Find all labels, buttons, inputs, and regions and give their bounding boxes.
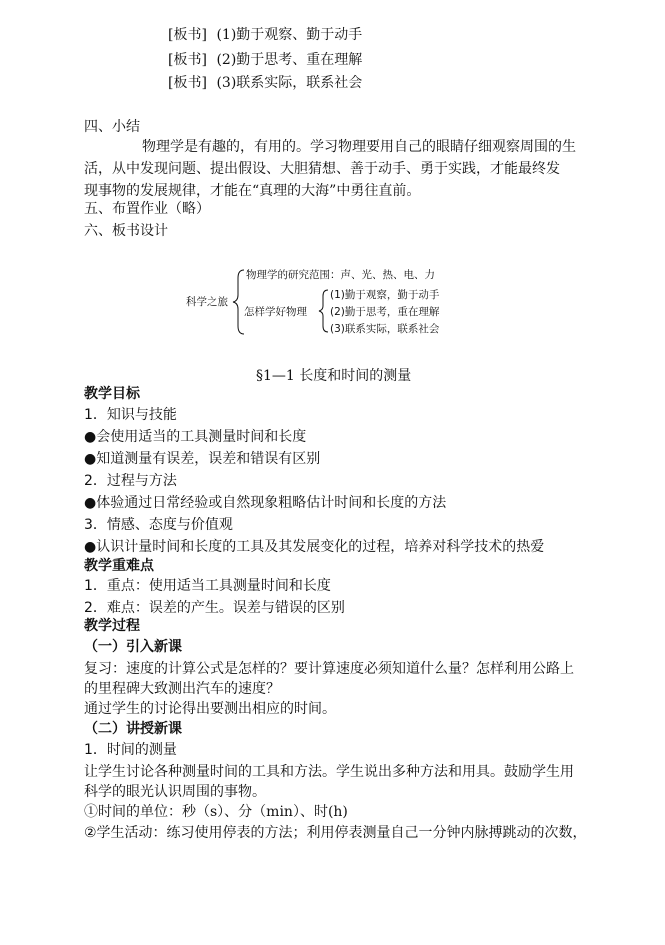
paragraph-line: ②学生活动：练习使用停表的方法；利用停表测量自己一分钟内脉搏跳动的次数，	[84, 825, 587, 841]
diagram-branch: 怎样学好物理	[244, 306, 307, 318]
paragraph-line: 现事物的发展规律，才能在“真理的大海”中勇往直前。	[84, 183, 421, 199]
goal-line: ●知道测量有误差，误差和错误有区别	[84, 451, 321, 467]
section-heading: 六、板书设计	[84, 223, 168, 239]
small-brace	[319, 290, 328, 332]
subsection-heading: （一）引入新课	[84, 639, 182, 655]
section-heading: 教学重难点	[84, 558, 154, 574]
diagram-leaf: (2)勤于思考，重在理解	[330, 306, 440, 318]
board-item	[168, 73, 362, 93]
diagram-root: 科学之旅	[186, 296, 228, 308]
lesson-title: §1—1 长度和时间的测量	[256, 368, 412, 384]
board-design-diagram	[180, 262, 470, 342]
board-label: [板书]	[168, 75, 207, 91]
goal-line: 3．情感、态度与价值观	[84, 517, 233, 533]
paragraph-line: 通过学生的讨论得出要测出相应的时间。	[84, 701, 336, 717]
paragraph-line: 科学的眼光认识周围的事物。	[84, 784, 266, 800]
diagram-branch: 物理学的研究范围：声、光、热、电、力	[246, 269, 435, 281]
paragraph-line: 1．时间的测量	[84, 742, 177, 758]
paragraph-line: 让学生讨论各种测量时间的工具和方法。学生说出多种方法和用具。鼓励学生用	[84, 764, 574, 780]
section-heading: 四、小结	[84, 119, 140, 135]
big-brace	[233, 270, 244, 334]
section-heading: 五、布置作业（略）	[84, 201, 210, 217]
section-heading: 教学目标	[84, 386, 140, 402]
paragraph-line: 复习：速度的计算公式是怎样的？要计算速度必须知道什么量？怎样利用公路上	[84, 661, 574, 677]
board-item	[168, 50, 362, 70]
paragraph-line: 活，从中发现问题、提出假设、大胆猜想、善于动手、勇于实践，才能最终发	[84, 161, 560, 177]
paragraph-line: ①时间的单位：秒（s）、分（min）、时(h)	[84, 804, 348, 820]
goal-line: ●会使用适当的工具测量时间和长度	[84, 429, 307, 445]
goal-line: ●认识计量时间和长度的工具及其发展变化的过程，培养对科学技术的热爱	[84, 539, 545, 555]
subsection-heading: （二）讲授新课	[84, 721, 182, 737]
paragraph-line: 的里程碑大致测出汽车的速度？	[84, 681, 280, 697]
board-text: (2)勤于思考、重在理解	[216, 52, 363, 68]
board-item	[168, 25, 362, 45]
goal-line: 2．过程与方法	[84, 473, 177, 489]
section-heading: 教学过程	[84, 618, 140, 634]
board-label: [板书]	[168, 27, 207, 43]
goal-line: 1．知识与技能	[84, 407, 177, 423]
board-text: (3)联系实际，联系社会	[216, 75, 363, 91]
board-text: (1)勤于观察、勤于动手	[216, 27, 363, 43]
paragraph-line: 物理学是有趣的，有用的。学习物理要用自己的眼睛仔细观察周围的生	[142, 139, 576, 155]
key-point: 2．难点：误差的产生。误差与错误的区别	[84, 600, 345, 616]
board-label: [板书]	[168, 52, 207, 68]
goal-line: ●体验通过日常经验或自然现象粗略估计时间和长度的方法	[84, 495, 447, 511]
key-point: 1．重点：使用适当工具测量时间和长度	[84, 578, 331, 594]
diagram-leaf: (3)联系实际，联系社会	[330, 323, 440, 335]
diagram-leaf: (1)勤于观察，勤于动手	[330, 289, 440, 301]
